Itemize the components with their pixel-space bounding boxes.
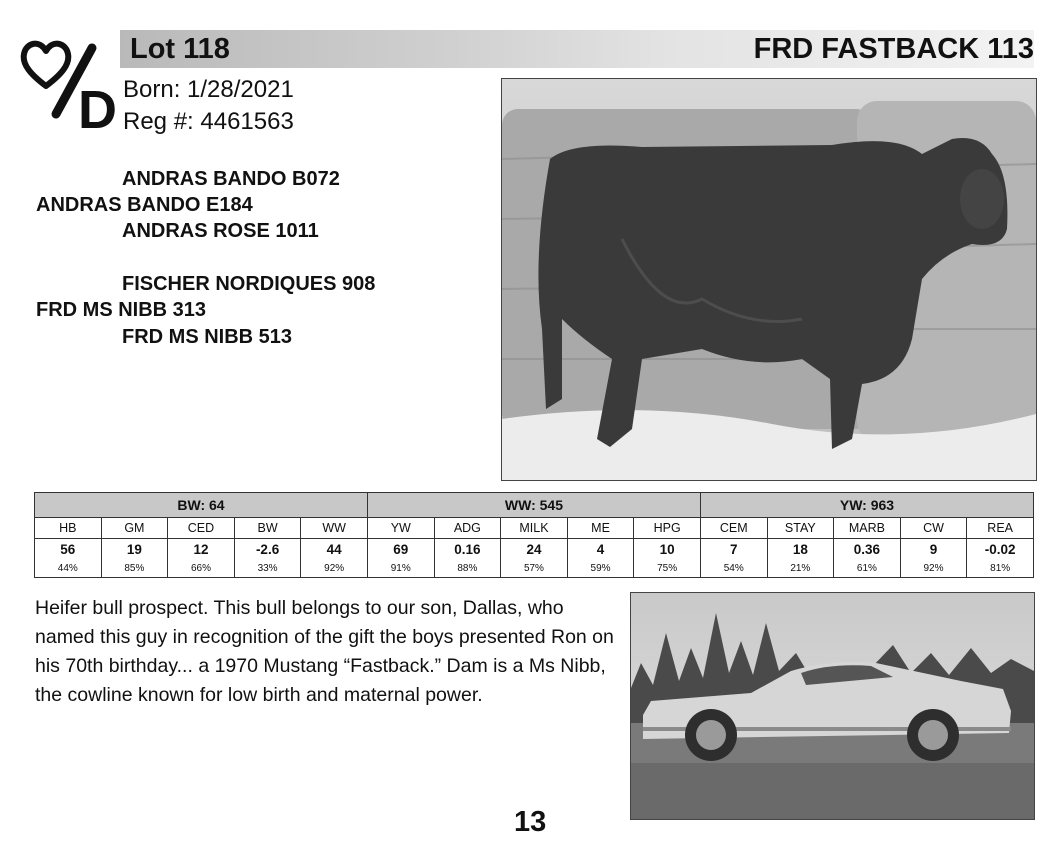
epd-trait-value: 4 xyxy=(567,539,634,561)
heart-slash-d-logo xyxy=(20,34,125,134)
epd-trait-name: REA xyxy=(967,518,1034,539)
epd-trait-percentile: 54% xyxy=(700,560,767,578)
epd-trait-value: -2.6 xyxy=(234,539,301,561)
epd-group-ww: WW: 545 xyxy=(367,493,700,518)
epd-trait-value: 18 xyxy=(767,539,834,561)
epd-trait-percentile: 75% xyxy=(634,560,701,578)
birth-date: Born: 1/28/2021 xyxy=(123,76,294,103)
epd-trait-name: ADG xyxy=(434,518,501,539)
epd-trait-percentile: 59% xyxy=(567,560,634,578)
pedigree-dam-dam: FRD MS NIBB 513 xyxy=(122,326,293,348)
epd-trait-value: 0.16 xyxy=(434,539,501,561)
epd-group-yw: YW: 963 xyxy=(700,493,1033,518)
bull-photo xyxy=(501,78,1037,481)
epd-trait-percentile: 92% xyxy=(900,560,967,578)
epd-trait-value: 44 xyxy=(301,539,368,561)
epd-trait-name: STAY xyxy=(767,518,834,539)
lot-number: Lot 118 xyxy=(130,33,230,65)
epd-trait-percentile: 66% xyxy=(168,560,235,578)
epd-trait-value: 9 xyxy=(900,539,967,561)
epd-trait-name: YW xyxy=(367,518,434,539)
epd-trait-value: 0.36 xyxy=(834,539,901,561)
registration-number: Reg #: 4461563 xyxy=(123,108,294,135)
epd-trait-percentile: 61% xyxy=(834,560,901,578)
epd-trait-value: 19 xyxy=(101,539,168,561)
epd-trait-name: GM xyxy=(101,518,168,539)
epd-trait-name: ME xyxy=(567,518,634,539)
animal-name: FRD FASTBACK 113 xyxy=(753,33,1034,65)
epd-trait-percentile: 33% xyxy=(234,560,301,578)
epd-trait-percentile: 88% xyxy=(434,560,501,578)
epd-trait-name: HPG xyxy=(634,518,701,539)
pedigree-sire: ANDRAS BANDO E184 xyxy=(36,194,253,216)
epd-trait-name: CEM xyxy=(700,518,767,539)
epd-trait-percentile: 85% xyxy=(101,560,168,578)
pedigree-sire-dam: ANDRAS ROSE 1011 xyxy=(122,220,319,242)
page-number: 13 xyxy=(514,806,547,838)
svg-text:D: D xyxy=(78,80,117,134)
epd-trait-value: -0.02 xyxy=(967,539,1034,561)
epd-trait-value: 24 xyxy=(501,539,568,561)
pedigree-sire-sire: ANDRAS BANDO B072 xyxy=(122,168,340,190)
epd-trait-name: CED xyxy=(168,518,235,539)
epd-trait-name: WW xyxy=(301,518,368,539)
epd-trait-name: MARB xyxy=(834,518,901,539)
epd-trait-percentile: 91% xyxy=(367,560,434,578)
epd-trait-value: 12 xyxy=(168,539,235,561)
epd-trait-percentile: 21% xyxy=(767,560,834,578)
epd-trait-value: 10 xyxy=(634,539,701,561)
epd-table xyxy=(34,492,1034,578)
epd-trait-name: MILK xyxy=(501,518,568,539)
epd-trait-percentile: 44% xyxy=(35,560,102,578)
epd-trait-percentile: 57% xyxy=(501,560,568,578)
lot-description: Heifer bull prospect. This bull belongs to our son, Dallas, who named this guy in recognition of the gift the boys presented Ron on his 70th birthday... a 1970 Mustang “Fastback.” Dam is a Ms Nibb, the cowline known for low birth and maternal power. xyxy=(35,597,614,706)
epd-group-bw: BW: 64 xyxy=(35,493,368,518)
epd-trait-name: HB xyxy=(35,518,102,539)
epd-trait-value: 7 xyxy=(700,539,767,561)
pedigree-dam-sire: FISCHER NORDIQUES 908 xyxy=(122,273,376,295)
epd-trait-name: CW xyxy=(900,518,967,539)
epd-trait-percentile: 81% xyxy=(967,560,1034,578)
epd-trait-percentile: 92% xyxy=(301,560,368,578)
epd-trait-name: BW xyxy=(234,518,301,539)
epd-trait-value: 69 xyxy=(367,539,434,561)
mustang-photo xyxy=(630,592,1035,820)
epd-trait-value: 56 xyxy=(35,539,102,561)
pedigree-dam: FRD MS NIBB 313 xyxy=(36,299,207,321)
